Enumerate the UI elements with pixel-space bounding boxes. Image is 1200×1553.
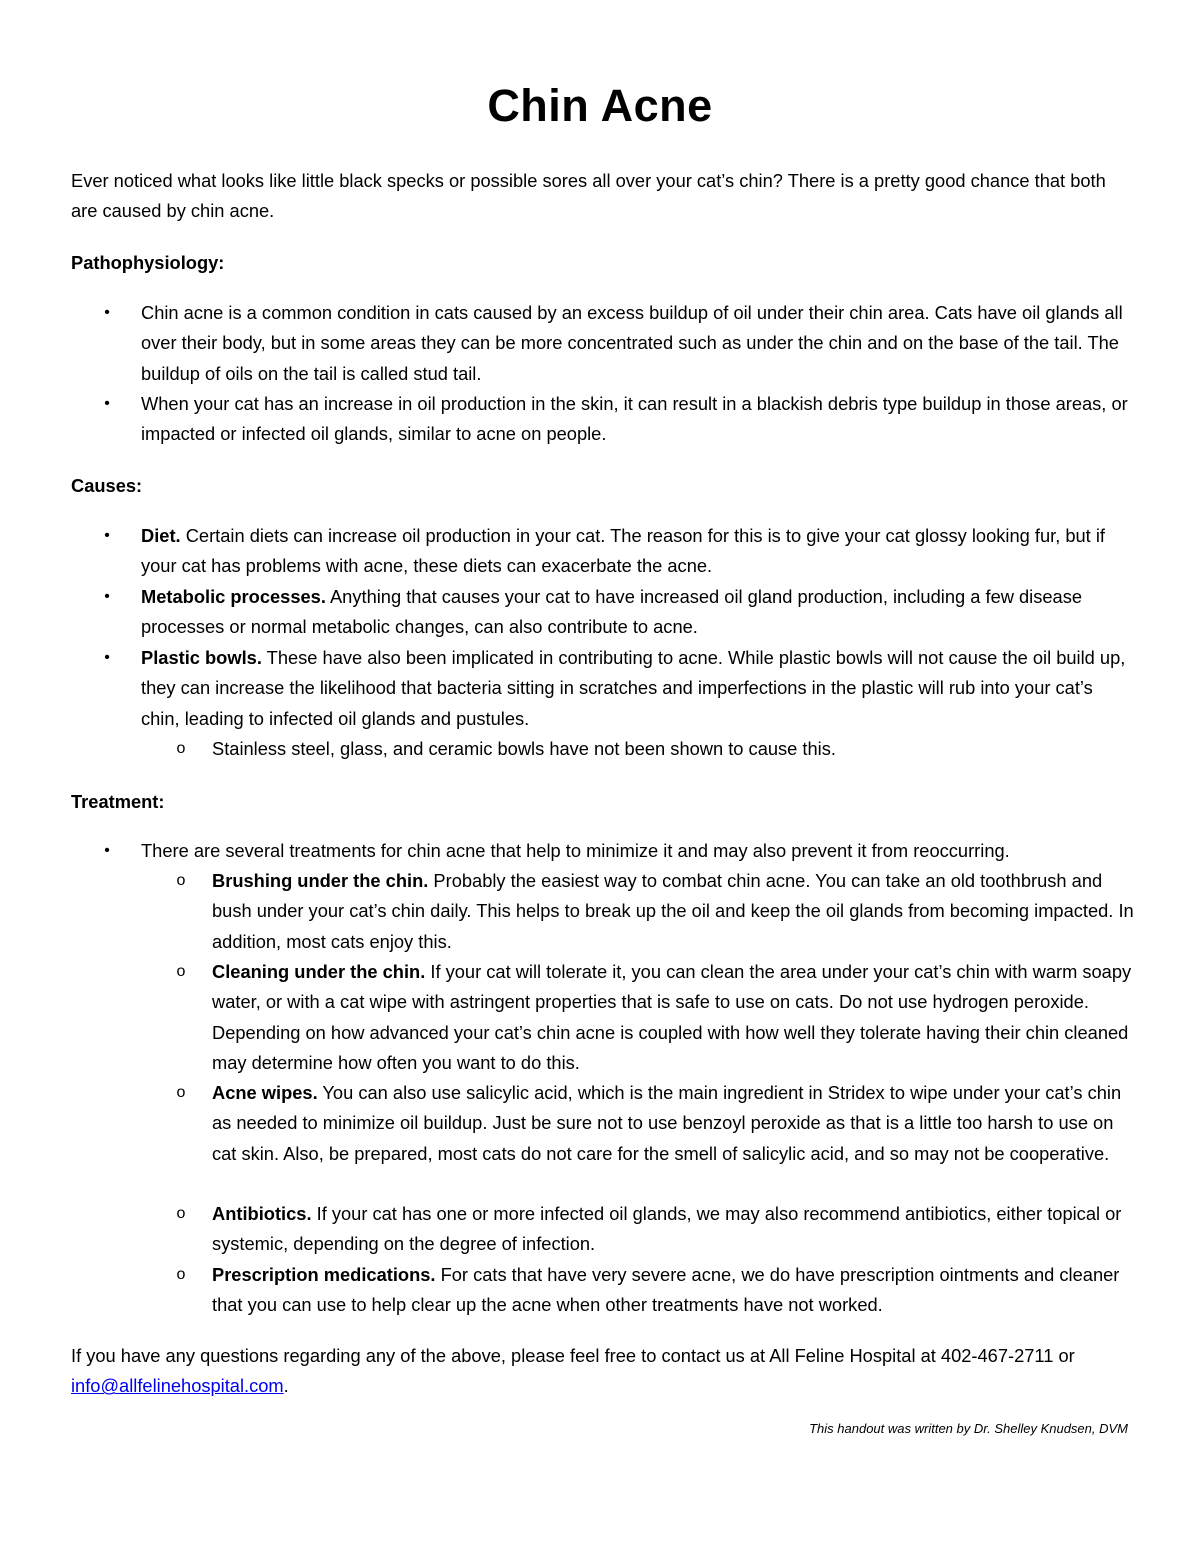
item-label: Acne wipes. — [212, 1082, 318, 1103]
item-label: Brushing under the chin. — [212, 870, 429, 891]
sub-list-item-text: Antibiotics. If your cat has one or more infected oil glands, we may also recommend antibiotics, either topical or systemic, depending on the degree of infection. — [212, 1203, 1122, 1255]
bullet-icon: • — [104, 842, 110, 859]
circle-bullet-icon: o — [176, 963, 186, 980]
circle-bullet-icon: o — [176, 740, 186, 757]
section-heading-causes: Causes: — [71, 475, 143, 496]
list-item-text: There are several treatments for chin acne that help to minimize it and may also prevent it from reoccurring. — [141, 840, 1010, 861]
list-item-text: Diet. Certain diets can increase oil production in your cat. The reason for this is to give your cat glossy looking fur, but if your cat has problems with acne, these diets can exacerbate the acne. — [141, 525, 1105, 577]
circle-bullet-icon: o — [176, 1084, 186, 1101]
list-item-text: Chin acne is a common condition in cats caused by an excess buildup of oil under their chin area. Cats have oil glands all over their body, but in some areas they can be more concentrated such as under the chin and on the base of the tail. The buildup of oils on the tail is called stud tail. — [141, 302, 1123, 384]
bullet-icon: • — [104, 304, 110, 321]
intro-paragraph: Ever noticed what looks like little black specks or possible sores all over your cat’s chin? There is a pretty good chance that both are caused by chin acne. — [71, 170, 1106, 222]
list-item-text: Plastic bowls. These have also been implicated in contributing to acne. While plastic bowls will not cause the oil build up, they can increase the likelihood that bacteria sitting in scratches and imperfections in the plastic will rub into your cat’s chin, leading to infected oil glands and pustules. — [141, 647, 1126, 729]
item-label: Metabolic processes. — [141, 586, 326, 607]
list-item-text: Metabolic processes. Anything that causes your cat to have increased oil gland production, including a few disease processes or normal metabolic changes, can also contribute to acne. — [141, 586, 1083, 638]
item-label: Diet. — [141, 525, 181, 546]
sub-list-item-text: Stainless steel, glass, and ceramic bowls have not been shown to cause this. — [212, 738, 836, 759]
bullet-icon: • — [104, 395, 110, 412]
circle-bullet-icon: o — [176, 1205, 186, 1222]
bullet-icon: • — [104, 649, 110, 666]
author-credit: This handout was written by Dr. Shelley Knudsen, DVM — [809, 1421, 1128, 1436]
item-label: Cleaning under the chin. — [212, 961, 426, 982]
sub-list-item-text: Brushing under the chin. Probably the easiest way to combat chin acne. You can take an old toothbrush and bush under your cat’s chin daily. This helps to break up the oil and keep the oil glands from becoming impacted. In addition, most cats enjoy this. — [212, 870, 1134, 952]
sub-list-item-text: Prescription medications. For cats that have very severe acne, we do have prescription ointments and cleaner that you can use to help clear up the acne when other treatments have not worked. — [212, 1264, 1120, 1316]
circle-bullet-icon: o — [176, 1266, 186, 1283]
bullet-icon: • — [104, 527, 110, 544]
email-link[interactable]: info@allfelinehospital.com — [71, 1375, 284, 1397]
list-item-text: When your cat has an increase in oil production in the skin, it can result in a blackish debris type buildup in those areas, or impacted or infected oil glands, similar to acne on people. — [141, 393, 1128, 445]
item-label: Prescription medications. — [212, 1264, 436, 1285]
sub-list-item-text: Cleaning under the chin. If your cat will tolerate it, you can clean the area under your cat’s chin with warm soapy water, or with a cat wipe with astringent properties that is safe to use on cats. Do not use hydrogen peroxide. Depending on how advanced your cat’s chin acne is coupled with how well they tolerate having their chin cleaned may determine how often you want to do this. — [212, 961, 1132, 1074]
circle-bullet-icon: o — [176, 872, 186, 889]
page-title: Chin Acne — [487, 80, 713, 131]
item-label: Antibiotics. — [212, 1203, 312, 1224]
section-heading-treatment: Treatment: — [71, 791, 165, 812]
item-label: Plastic bowls. — [141, 647, 262, 668]
contact-paragraph: If you have any questions regarding any of the above, please feel free to contact us at All Feline Hospital at 402-467-2711 or info@allfelinehospital.com. — [71, 1345, 1075, 1397]
section-heading-pathophysiology: Pathophysiology: — [71, 252, 225, 273]
sub-list-item-text: Acne wipes. You can also use salicylic acid, which is the main ingredient in Stridex to wipe under your cat’s chin as needed to minimize oil buildup. Just be sure not to use benzoyl peroxide as that is a little too harsh to use on cat skin. Also, be prepared, most cats do not care for the smell of salicylic acid, and so may not be cooperative. — [212, 1082, 1122, 1164]
bullet-icon: • — [104, 588, 110, 605]
